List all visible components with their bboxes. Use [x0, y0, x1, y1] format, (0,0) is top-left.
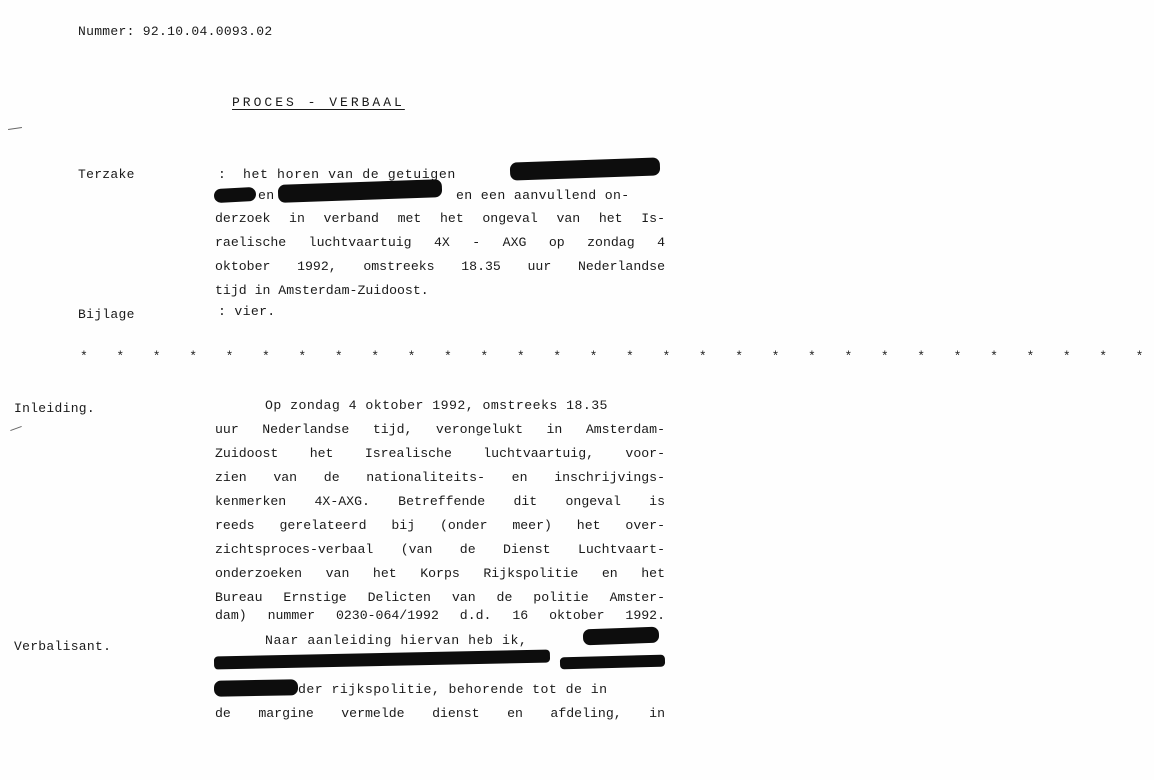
terzake-line-3: derzoek in verband met het ongeval van het Is-: [215, 211, 665, 226]
document-title: PROCES - VERBAAL: [232, 95, 405, 110]
terzake-label: Terzake: [78, 167, 135, 182]
inleiding-label: Inleiding.: [14, 401, 96, 416]
terzake-line-1: het horen van de getuigen: [243, 167, 456, 182]
redaction-bar: [583, 627, 660, 646]
redaction-bar: [510, 157, 661, 180]
inleiding-line-8: onderzoeken van het Korps Rijkspolitie en het: [215, 566, 665, 581]
terzake-colon: :: [218, 167, 227, 182]
verbalisant-line-2: der rijkspolitie, behorende tot de in: [298, 682, 608, 697]
inleiding-line-4: zien van de nationaliteits- en inschrijvings-: [215, 470, 665, 485]
terzake-line-4: raelische luchtvaartuig 4X - AXG op zondag 4: [215, 235, 665, 250]
bijlage-label: Bijlage: [78, 307, 135, 322]
separator-stars: * * * * * * * * * * * * * * * * * * * * * * * * * * * * * *: [80, 349, 1154, 364]
scan-mark: [8, 127, 22, 130]
inleiding-line-7: zichtsproces-verbaal (van de Dienst Luchtvaart-: [215, 542, 665, 557]
inleiding-line-10: dam) nummer 0230-064/1992 d.d. 16 oktober 1992.: [215, 608, 665, 623]
redaction-bar: [278, 179, 443, 203]
inleiding-line-6: reeds gerelateerd bij (onder meer) het over-: [215, 518, 665, 533]
inleiding-line-9: Bureau Ernstige Delicten van de politie Amster-: [215, 590, 665, 605]
redaction-bar: [214, 649, 550, 669]
inleiding-line-3: Zuidoost het Isrealische luchtvaartuig, voor-: [215, 446, 665, 461]
terzake-line-2b: en een aanvullend on-: [456, 188, 630, 203]
verbalisant-line-3: de margine vermelde dienst en afdeling, in: [215, 706, 665, 721]
redaction-bar: [214, 679, 298, 696]
inleiding-line-5: kenmerken 4X-AXG. Betreffende dit ongeval is: [215, 494, 665, 509]
verbalisant-label: Verbalisant.: [14, 639, 112, 654]
inleiding-line-1: Op zondag 4 oktober 1992, omstreeks 18.35: [265, 398, 608, 413]
terzake-line-6: tijd in Amsterdam-Zuidoost.: [215, 283, 429, 298]
bijlage-value: : vier.: [218, 304, 276, 319]
redaction-bar: [560, 655, 665, 670]
terzake-line-2a: en: [258, 188, 275, 203]
terzake-line-5: oktober 1992, omstreeks 18.35 uur Nederlandse: [215, 259, 665, 274]
redaction-bar: [214, 187, 257, 203]
verbalisant-line-1: Naar aanleiding hiervan heb ik,: [265, 633, 528, 648]
inleiding-line-2: uur Nederlandse tijd, verongelukt in Amsterdam-: [215, 422, 665, 437]
scan-mark: [10, 426, 22, 431]
document-number: Nummer: 92.10.04.0093.02: [78, 24, 273, 39]
